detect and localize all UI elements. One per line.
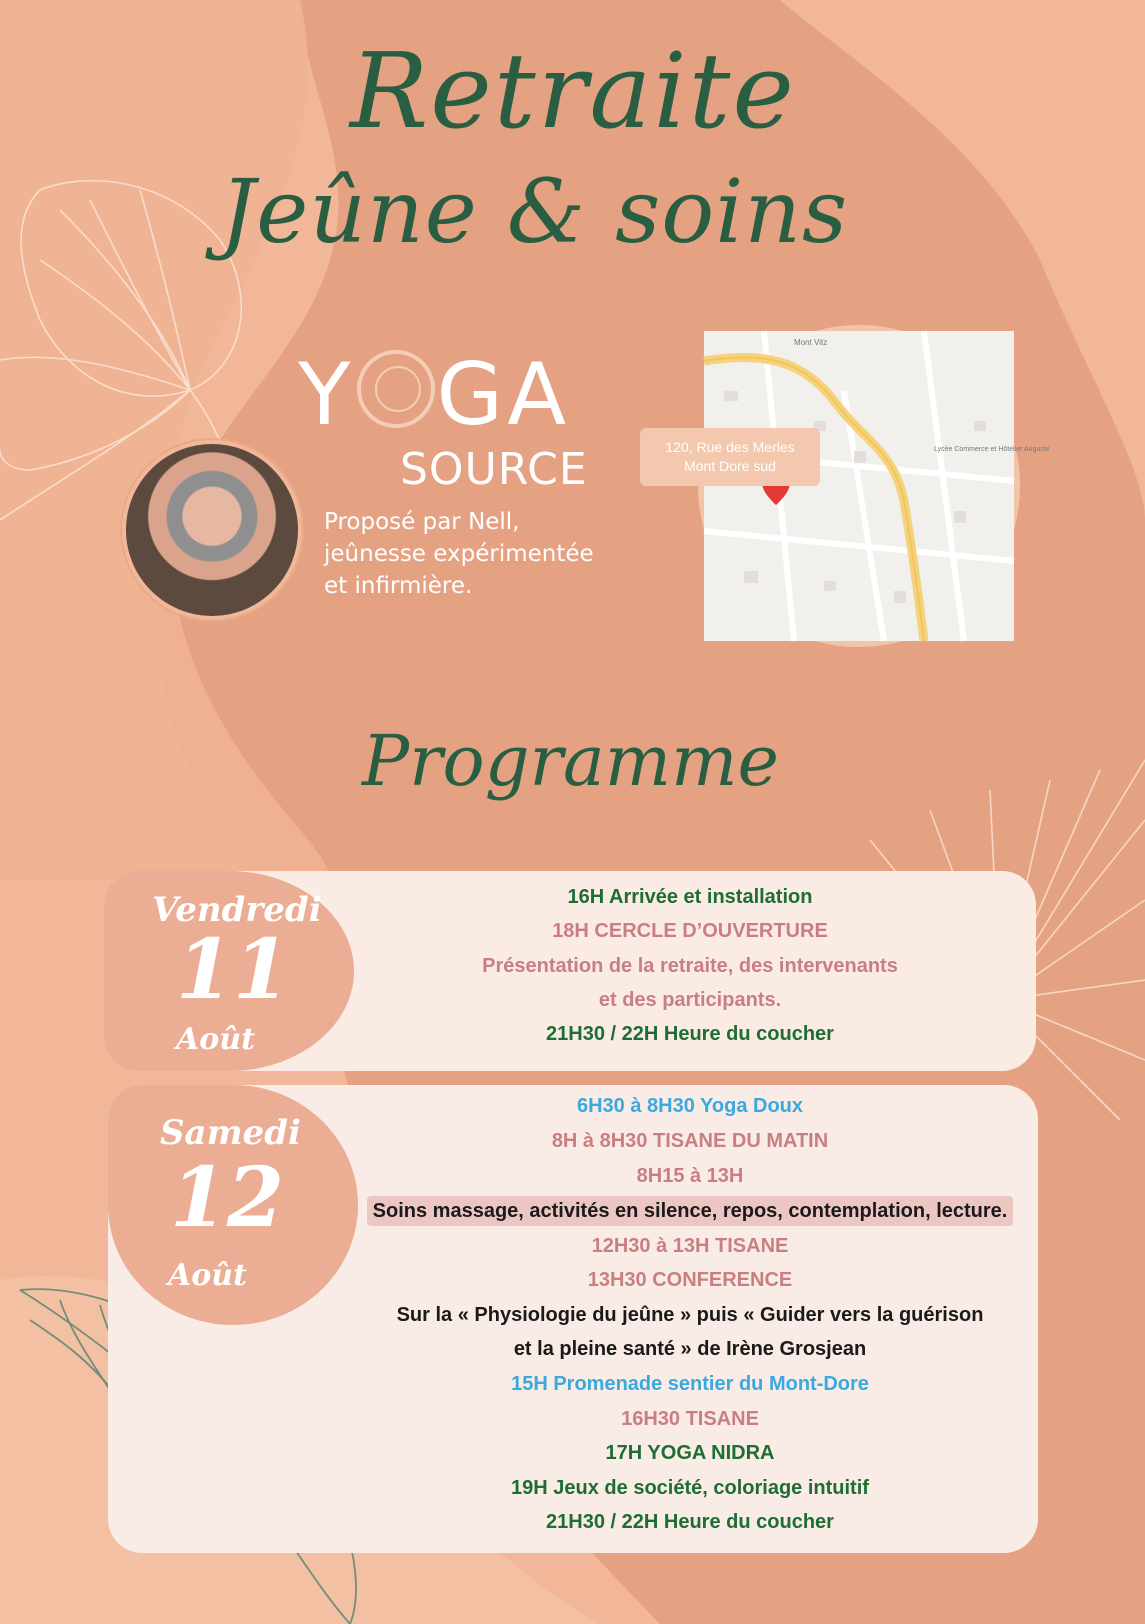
programme-title: Programme — [362, 720, 779, 802]
avatar — [122, 440, 302, 620]
schedule-item: Présentation de la retraite, des intervenants — [482, 955, 898, 977]
schedule-item: 16H30 TISANE — [621, 1408, 759, 1430]
title-line-2: Jeûne & soins — [220, 160, 849, 263]
schedule-item: 21H30 / 22H Heure du coucher — [546, 1023, 834, 1045]
map-label: Mont Vitz — [794, 338, 828, 347]
schedule-item: 8H à 8H30 TISANE DU MATIN — [551, 1130, 829, 1152]
subtitle-line: jeûnesse expérimentée — [324, 541, 594, 567]
schedule-item: 18H CERCLE D’OUVERTURE — [552, 920, 828, 942]
schedule-item: 8H15 à 13H — [636, 1165, 744, 1187]
highlight-text: Soins massage, activités en silence, repos, contemplation, lecture. — [367, 1196, 1014, 1226]
subtitle — [324, 506, 594, 602]
subtitle-line: Proposé par Nell, — [324, 509, 520, 535]
logo-source: SOURCE — [400, 444, 588, 495]
schedule-item: 12H30 à 13H TISANE — [591, 1235, 789, 1257]
day-number: 11 — [176, 922, 291, 1018]
location-map — [698, 325, 1050, 647]
address-label — [640, 428, 820, 486]
logo-yoga-left: Y — [298, 345, 355, 445]
schedule-item: Sur la « Physiologie du jeûne » puis « Guider vers la guérison — [396, 1304, 984, 1326]
day-number: 12 — [170, 1150, 285, 1246]
schedule-item: 19H Jeux de société, coloriage intuitif — [511, 1477, 869, 1499]
schedule-item: 15H Promenade sentier du Mont-Dore — [511, 1373, 869, 1395]
schedule-item: 6H30 à 8H30 Yoga Doux — [576, 1095, 804, 1117]
schedule-item: 17H YOGA NIDRA — [605, 1442, 775, 1464]
subtitle-line: et infirmière. — [324, 573, 473, 599]
schedule-item: 16H Arrivée et installation — [567, 886, 813, 908]
day-weekday: Samedi — [160, 1113, 301, 1153]
day-weekday: Vendredi — [152, 890, 322, 930]
address-line: 120, Rue des Merles — [665, 439, 795, 455]
meditation-logo-icon — [357, 350, 435, 428]
day-month: Août — [168, 1258, 247, 1293]
logo-yoga — [298, 345, 571, 445]
schedule-item-highlight — [340, 1196, 1040, 1226]
schedule-item: 13H30 CONFERENCE — [587, 1269, 793, 1291]
logo-yoga-right: GA — [436, 345, 571, 445]
schedule-item: et la pleine santé » de Irène Grosjean — [513, 1338, 867, 1360]
schedule-item: et des participants. — [598, 989, 782, 1011]
schedule-item: 21H30 / 22H Heure du coucher — [546, 1511, 834, 1533]
map-graphic — [704, 331, 1050, 641]
day-month: Août — [176, 1022, 255, 1057]
title-line-1: Retraite — [350, 30, 796, 152]
address-line: Mont Dore sud — [684, 458, 776, 474]
map-label: Lycée Commerce et Hôtelier Auguste — [934, 446, 1050, 453]
